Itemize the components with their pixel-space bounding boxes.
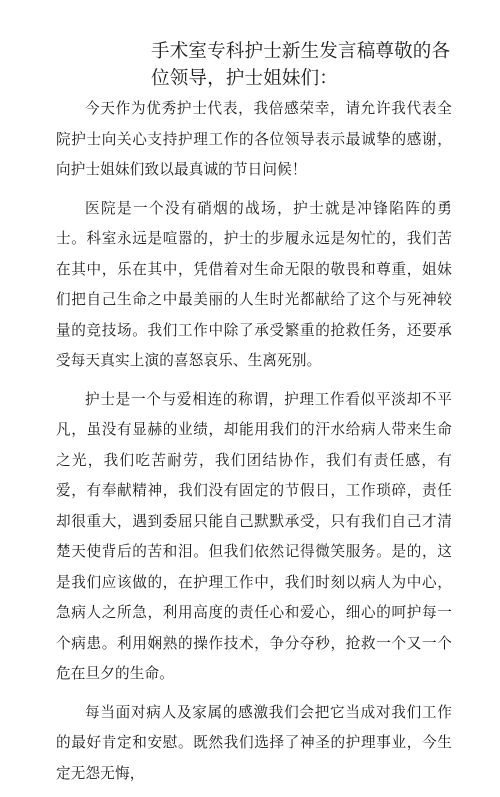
paragraph: 今天作为优秀护士代表，我倍感荣幸，请允许我代表全院护士向关心支持护理工作的各位领导表示最诚挚的感谢，向护士姐妹们致以最真诚的节日问候！	[56, 100, 452, 178]
paragraph: 护士是一个与爱相连的称谓，护理工作看似平淡却不平凡，虽没有显赫的业绩，却能用我们的汗水给病人带来生命之光，我们吃苦耐劳，我们团结协作，我们有责任感，有爱，有奉献精神，我们没有固定的节假日，工作琐碎，责任却很重大，遇到委屈只能自己默默承受，只有我们自己才清楚天使背后的苦和泪。但我们依然记得微笑服务。是的，这是我们应该做的，在护理工作中，我们时刻以病人为中心，急病人之所急，利用高度的责任心和爱心，细心的呵护每一个病患。利用娴熟的操作技术，争分夺秒，抢救一个又一个危在旦夕的生命。	[56, 390, 452, 682]
paragraph: 每当面对病人及家属的感激我们会把它当成对我们工作的最好肯定和安慰。既然我们选择了神圣的护理事业，今生定无怨无悔，	[56, 703, 452, 782]
document-body	[56, 94, 452, 797]
document-title: 手术室专科护士新生发言稿尊敬的各位领导，护士姐妹们：	[151, 41, 451, 89]
paragraph: 医院是一个没有硝烟的战场，护士就是冲锋陷阵的勇士。科室永远是喧嚣的，护士的步履永远是匆忙的，我们苦在其中，乐在其中，凭借着对生命无限的敬畏和尊重，姐妹们把自己生命之中最美丽的人生时光都献给了这个与死神较量的竞技场。我们工作中除了承受繁重的抢救任务，还要承受每天真实上演的喜怒哀乐、生离死别。	[56, 199, 452, 369]
